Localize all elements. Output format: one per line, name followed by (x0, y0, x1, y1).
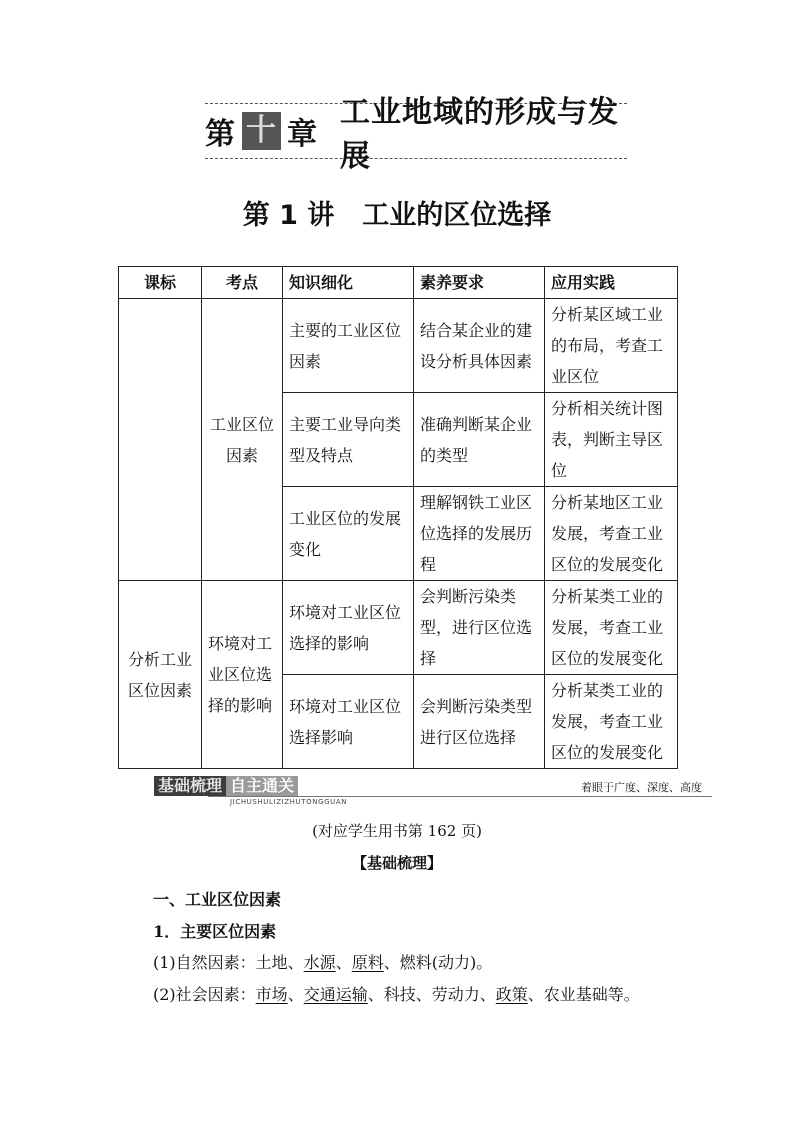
answer-blank: 原料 (351, 953, 384, 972)
yingyong-cell: 分析相关统计图表，判断主导区位 (545, 393, 678, 487)
kebiao-cell: 分析工业区位因素 (119, 581, 202, 769)
banner-label (154, 776, 298, 796)
zhishi-cell: 环境对工业区位选择影响 (283, 675, 414, 769)
kaodian-cell: 环境对工业区位选择的影响 (202, 581, 283, 769)
line2-sep: 、 (287, 985, 304, 1004)
suyang-cell: 结合某企业的建设分析具体因素 (414, 299, 545, 393)
content-line-1 (153, 950, 492, 973)
answer-blank: 政策 (495, 985, 528, 1004)
yingyong-cell: 分析某地区工业发展，考查工业区位的发展变化 (545, 487, 678, 581)
lesson-number: 第 1 讲 (242, 200, 335, 231)
answer-blank: 市场 (255, 985, 288, 1004)
answer-blank: 交通运输 (303, 985, 368, 1004)
heading-2: 1．主要区位因素 (153, 922, 277, 941)
header-kebiao: 课标 (119, 267, 202, 299)
header-suyang: 素养要求 (414, 267, 545, 299)
header-zhishi: 知识细化 (283, 267, 414, 299)
table-row (119, 581, 678, 675)
yingyong-cell: 分析某区域工业的布局，考查工业区位 (545, 299, 678, 393)
page-reference: (对应学生用书第 162 页) (312, 822, 482, 840)
table-header-row (119, 267, 678, 299)
banner-part-a: 基础梳理 (154, 776, 226, 796)
suyang-cell: 准确判断某企业的类型 (414, 393, 545, 487)
zhishi-cell: 主要工业导向类型及特点 (283, 393, 414, 487)
chapter-title (205, 95, 627, 174)
banner-motto: 着眼于广度、深度、高度 (581, 781, 702, 794)
zhishi-cell: 环境对工业区位选择的影响 (283, 581, 414, 675)
banner-rule (208, 796, 712, 797)
line2-mid: 、科技、劳动力、 (367, 985, 496, 1004)
banner-part-b: 自主通关 (226, 776, 298, 796)
banner-pinyin: JICHUSHULIZIZHUTONGGUAN (230, 798, 348, 806)
table-row (119, 299, 678, 393)
chapter-number: 十 (242, 112, 281, 150)
line2-suffix: 、农业基础等。 (527, 985, 640, 1004)
line1-prefix: (1)自然因素：土地、 (153, 953, 304, 972)
section-banner (148, 774, 712, 804)
chapter-suffix: 章 (287, 117, 318, 152)
kebiao-cell-empty (119, 299, 202, 581)
zhishi-cell: 工业区位的发展变化 (283, 487, 414, 581)
lesson-name: 工业的区位选择 (362, 200, 552, 231)
chapter-prefix: 第 (205, 117, 236, 152)
suyang-cell: 会判断污染类型，进行区位选择 (414, 581, 545, 675)
zhishi-cell: 主要的工业区位因素 (283, 299, 414, 393)
line1-suffix: 、燃料(动力)。 (383, 953, 493, 972)
kaodian-cell: 工业区位因素 (202, 299, 283, 581)
heading-1: 一、工业区位因素 (153, 890, 282, 909)
line1-sep: 、 (335, 953, 352, 972)
header-yingyong: 应用实践 (545, 267, 678, 299)
line2-prefix: (2)社会因素： (153, 985, 256, 1004)
yingyong-cell: 分析某类工业的发展，考查工业区位的发展变化 (545, 581, 678, 675)
suyang-cell: 会判断污染类型进行区位选择 (414, 675, 545, 769)
header-kaodian: 考点 (202, 267, 283, 299)
lesson-title (0, 193, 794, 232)
yingyong-cell: 分析某类工业的发展，考查工业区位的发展变化 (545, 675, 678, 769)
curriculum-table (118, 266, 678, 769)
answer-blank: 水源 (303, 953, 336, 972)
content-line-2 (153, 982, 640, 1005)
suyang-cell: 理解钢铁工业区位选择的发展历程 (414, 487, 545, 581)
chapter-name: 工业地域的形成与发展 (340, 95, 619, 174)
section-tag: 【基础梳理】 (351, 854, 442, 872)
